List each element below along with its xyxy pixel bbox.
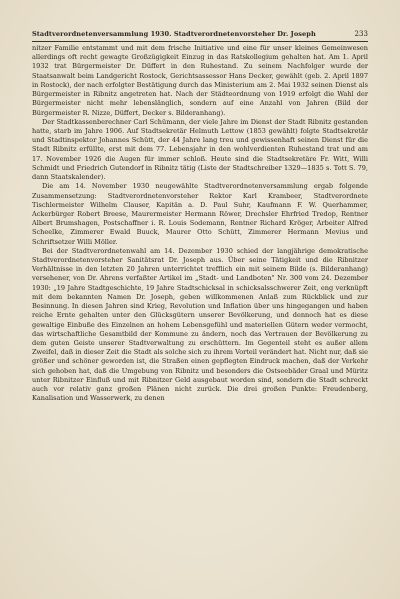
running-header: [32, 30, 368, 42]
body-text: [32, 44, 368, 404]
page-number: 233: [354, 30, 368, 38]
paragraph-4: Bei der Stadtverordnetenwahl am 14. Dezember 1930 schied der langjährige demokratische Stadtverordnetenvorsteher Sanitätsrat Dr. Joseph aus. Über seine Tätigkeit und die Ribnitzer Verhältnisse in den letzten 20 Jahren unterrichtet trefflich ein mit seinem Bilde (s. Bilderanhang) versehener, von Dr. Ahrens verfaßter Artikel im „Stadt- und Landboten" Nr. 300 vom 24. Dezember 1930: „19 Jahre Stadtgeschichte, 19 Jahre Stadtschicksal in schicksalsschwerer Zeit, eng verknüpft mit dem bekannten Namen Dr. Joseph, geben willkommenen Anlaß zum Rückblick und zur Besinnung. In diesen Jahren sind Krieg, Revolution und Inflation über uns hingegangen und haben reiche Ernte gehalten unter den Glücksgütern unserer Bevölkerung, und dennoch hat es diese gewaltige Einbuße des Einzelnen an hohem Lebensgefühl und materiellen Gütern weder vermocht, das wirtschaftliche Gesamtbild der Kommune zu ändern, noch das Vertrauen der Bevölkerung zu dem guten Geiste unserer Stadtverwaltung zu erschüttern. Im Gegenteil steht es außer allem Zweifel, daß in dieser Zeit die Stadt als solche sich zu ihrem Vorteil verändert hat. Nicht nur, daß sie größer und schöner geworden ist, die Straßen einen gepflegten Eindruck machen, daß der Verkehr sich gehoben hat, daß die Umgebung von Ribnitz und besonders die Ostseebäder Graal und Müritz unter Ribnitzer Einfluß und mit Ribnitzer Geld ausgebaut worden sind, sondern die Stadt schreckt auch vor relativ ganz großen Plänen nicht zurück. Die drei großen Punkte: Freudenberg, Kanalisation und Wasserwerk, zu denen: [32, 246, 368, 403]
paragraph-2: Der Stadtkassenberechner Carl Schümann, der viele Jahre im Dienst der Stadt Ribnitz gestanden hatte, starb im Jahre 1906. Auf Stadtsekretär Helmuth Lettow (1853 gewählt) folgte Stadtsekretär und Stadtinspektor Johannes Schütt, der 44 Jahre lang treu und gewissenhaft seinen Dienst für die Stadt Ribnitz erfüllte, erst mit dem 77. Lebensjahr in den wohlverdienten Ruhestand trat und am 17. November 1926 die Augen für immer schloß. Heute sind die Stadtsekretäre Fr. Witt, Willi Schmidt und Friedrich Gutendorf in Ribnitz tätig (Liste der Stadtschreiber 1329—1835 s. Tott S. 79, dann Staatskalender).: [32, 117, 368, 182]
running-title: Stadtverordnetenversammlung 1930. Stadtverordnetenvorsteher Dr. Joseph: [32, 30, 316, 38]
paragraph-3: Die am 14. November 1930 neugewählte Stadtverordnetenversammlung ergab folgende Zusammensetzung: Stadtverordnetenvorsteher Rektor Karl Krambeer, Stadtverordnete Tischlermeister Wilhelm Clauser, Kapitän a. D. Paul Suhr, Kaufmann F. W. Querhammer, Ackerbürger Robert Breese, Maurermeister Hermann Röwer, Drechsler Ehrfried Tredop, Rentner Albert Brumshagen, Postschaffner i. R. Louis Sodemann, Rentner Richard Kröger, Arbeiter Alfred Scheelke, Zimmerer Ewald Buuck, Maurer Otto Schütt, Zimmerer Hermann Mevius und Schriftsetzer Willi Möller.: [32, 182, 368, 246]
paragraph-1: nitzer Familie entstammt und mit dem frische Initiative und eine für unser kleines Gemeinwesen allerdings oft recht gewagte Großzügigkeit Einzug in das Ratskollegium gehalten hat. Am 1. April 1932 trat Bürgermeister Dr. Düffert in den Ruhestand. Zu seinem Nachfolger wurde der Staatsanwalt beim Landgericht Rostock, Gerichtsassessor Hans Decker, gewählt (geb. 2. April 1897 in Rostock), der nach erfolgter Bestätigung durch das Ministerium am 2. Mai 1932 seinen Dienst als Bürgermeister in Ribnitz angetreten hat. Nach der Städteordnung von 1919 erfolgt die Wahl der Bürgermeister nicht mehr lebenslänglich, sondern auf eine Anzahl von Jahren (Bild der Bürgermeister R. Nizze, Düffert, Decker s. Bilderanhang).: [32, 44, 368, 117]
